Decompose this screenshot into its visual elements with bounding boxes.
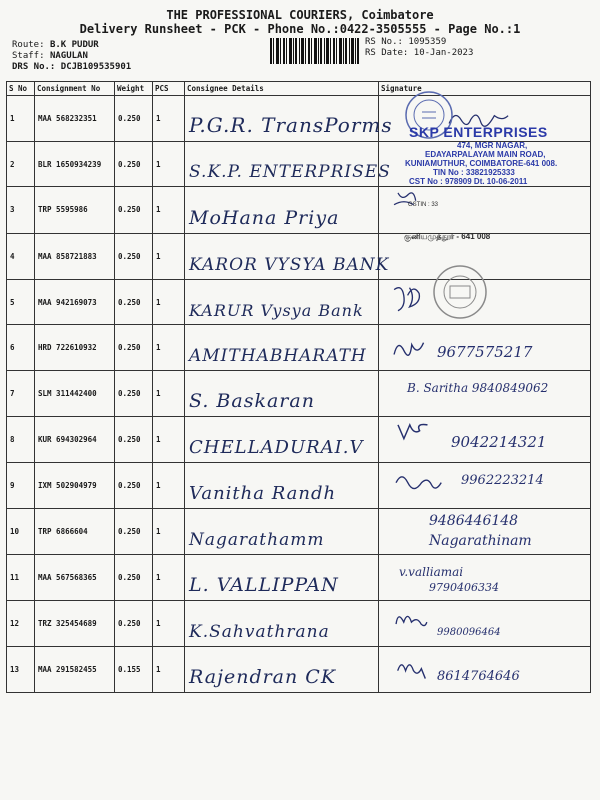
cell-consignee xyxy=(185,96,393,142)
cell-consignment: MAA 291582455 xyxy=(35,646,115,692)
table-row xyxy=(7,325,591,371)
stamp-address-line: 474, MGR NAGAR, xyxy=(457,141,528,150)
cell-sno: 2 xyxy=(7,142,35,187)
cell-sno: 7 xyxy=(7,371,35,416)
cell-consignment: MAA 567568365 xyxy=(35,555,115,601)
drs-value: DCJB109535901 xyxy=(60,62,132,72)
cell-consignee xyxy=(185,142,391,187)
cell-consignment: MAA 942169073 xyxy=(35,279,115,324)
cell-weight: 0.250 xyxy=(115,416,153,462)
barcode-image xyxy=(270,38,360,64)
route-label: Route: xyxy=(12,40,45,50)
cell-signature xyxy=(379,646,591,692)
col-consignment: Consignment No xyxy=(35,82,115,96)
signature-phone: B. Saritha 9840849062 xyxy=(407,381,549,396)
signature-scribble xyxy=(379,601,590,645)
cell-consignment: TRP 6866604 xyxy=(35,508,115,554)
table-header-row xyxy=(7,82,591,96)
cell-weight: 0.250 xyxy=(115,233,153,279)
col-pcs: PCS xyxy=(153,82,185,96)
cell-weight: 0.250 xyxy=(115,508,153,554)
cell-consignment: KUR 694302964 xyxy=(35,416,115,462)
rs-no-value: 1095359 xyxy=(408,37,447,47)
cell-pcs: 1 xyxy=(153,325,185,371)
cell-weight: 0.155 xyxy=(115,646,153,692)
cell-signature xyxy=(379,371,591,416)
cell-pcs: 1 xyxy=(153,601,185,646)
cell-pcs: 1 xyxy=(153,416,185,462)
drs-label: DRS No.: xyxy=(12,62,56,72)
cell-weight: 0.250 xyxy=(115,142,153,187)
consignee-handwriting: Vanitha Randh xyxy=(189,482,337,504)
col-details: Consignee Details xyxy=(185,82,379,96)
cell-consignee xyxy=(185,462,379,508)
consignee-handwriting: P.G.R. TransPorms xyxy=(189,113,393,138)
table-row xyxy=(7,508,591,554)
cell-sno: 8 xyxy=(7,416,35,462)
consignee-handwriting: AMITHABHARATH xyxy=(189,346,367,367)
cell-consignment: TRZ 325454689 xyxy=(35,601,115,646)
cell-pcs: 1 xyxy=(153,508,185,554)
signature-phone: 9677575217 xyxy=(437,343,533,362)
cell-pcs: 1 xyxy=(153,142,185,187)
cell-signature xyxy=(379,325,591,371)
cell-pcs: 1 xyxy=(153,279,185,324)
cell-consignee xyxy=(185,279,379,324)
drs-line xyxy=(12,62,131,72)
cell-weight: 0.250 xyxy=(115,187,153,233)
cell-consignment: TRP 5595986 xyxy=(35,187,115,233)
cell-sno: 11 xyxy=(7,555,35,601)
cell-weight: 0.250 xyxy=(115,279,153,324)
runsheet-title: Delivery Runsheet - PCK - Phone No.:0422-3505555 - Page No.:1 xyxy=(79,22,521,36)
signature-phone: 9790406334 xyxy=(429,581,499,595)
cell-consignee xyxy=(185,508,379,554)
consignee-handwriting: K.Sahvathrana xyxy=(189,621,330,642)
cell-pcs: 1 xyxy=(153,462,185,508)
cell-weight: 0.250 xyxy=(115,325,153,371)
consignee-handwriting: S. Baskaran xyxy=(189,389,315,412)
col-weight: Weight xyxy=(115,82,153,96)
cell-signature xyxy=(379,462,591,508)
rs-date-line xyxy=(365,48,473,58)
consignee-handwriting: MoHana Priya xyxy=(189,206,340,229)
stamp-tin: TIN No : 33821925333 xyxy=(433,168,515,177)
consignee-handwriting: KARUR Vysya Bank xyxy=(189,301,364,321)
signature-name: v.valliamai xyxy=(399,565,464,580)
cell-weight: 0.250 xyxy=(115,371,153,416)
cell-consignment: IXM 502904979 xyxy=(35,462,115,508)
table-row xyxy=(7,416,591,462)
signature-phone: 9042214321 xyxy=(451,432,547,451)
signature-phone: 9980096464 xyxy=(437,627,501,639)
table-row xyxy=(7,371,591,416)
round-seal-stamp xyxy=(432,264,488,320)
signature-name: Nagarathinam xyxy=(429,532,532,549)
route-value: B.K PUDUR xyxy=(49,40,99,50)
cell-sno: 10 xyxy=(7,508,35,554)
cell-sno: 4 xyxy=(7,233,35,279)
cell-consignee xyxy=(185,187,379,233)
cell-signature xyxy=(379,555,591,601)
cell-consignment: MAA 858721883 xyxy=(35,233,115,279)
cell-consignment: MAA 568232351 xyxy=(35,96,115,142)
cell-weight: 0.250 xyxy=(115,96,153,142)
consignee-handwriting: CHELLADURAI.V xyxy=(189,436,364,458)
cell-pcs: 1 xyxy=(153,187,185,233)
rs-no-label: RS No.: xyxy=(365,37,403,47)
cell-consignment: HRD 722610932 xyxy=(35,325,115,371)
cell-weight: 0.250 xyxy=(115,555,153,601)
cell-pcs: 1 xyxy=(153,233,185,279)
cell-pcs: 1 xyxy=(153,96,185,142)
signature-phone: 8614764646 xyxy=(437,668,520,684)
cell-consignee xyxy=(185,416,379,462)
rs-no-line xyxy=(365,37,446,47)
cell-pcs: 1 xyxy=(153,555,185,601)
col-sno: S No xyxy=(7,82,35,96)
cell-consignee xyxy=(185,601,379,646)
signature-phone: 9962223214 xyxy=(461,472,544,488)
cell-signature xyxy=(379,416,591,462)
table-row xyxy=(7,462,591,508)
table-row xyxy=(7,601,591,646)
stamp-address-line: EDAYARPALAYAM MAIN ROAD, xyxy=(425,150,546,159)
rs-date-value: 10-Jan-2023 xyxy=(413,48,474,58)
rs-date-label: RS Date: xyxy=(365,48,409,58)
table-row xyxy=(7,279,591,324)
stamp-address-line: KUNIAMUTHUR, COIMBATORE-641 008. xyxy=(405,159,558,168)
cell-pcs: 1 xyxy=(153,371,185,416)
company-address-stamp xyxy=(403,124,593,190)
consignee-handwriting: L. VALLIPPAN xyxy=(189,574,339,597)
company-title: THE PROFESSIONAL COURIERS, Coimbatore xyxy=(166,8,434,22)
cell-signature xyxy=(379,508,591,554)
staff-label: Staff: xyxy=(12,51,45,61)
consignee-handwriting: S.K.P. ENTERPRISES xyxy=(189,162,391,183)
staff-line xyxy=(12,51,88,61)
consignee-handwriting: KAROR VYSYA BANK xyxy=(189,254,390,275)
cell-consignment: BLR 1650934239 xyxy=(35,142,115,187)
table-row xyxy=(7,646,591,692)
consignee-handwriting: Nagarathamm xyxy=(189,530,325,551)
consignee-handwriting: Rajendran CK xyxy=(189,666,337,688)
cell-consignee xyxy=(185,371,379,416)
cell-consignee xyxy=(185,325,379,371)
cell-sno: 5 xyxy=(7,279,35,324)
cell-consignee xyxy=(185,233,390,279)
cell-consignee xyxy=(185,646,379,692)
gst-place: குனியமுத்தூர் - 641 008 xyxy=(404,232,491,241)
cell-signature xyxy=(379,601,591,646)
table-row xyxy=(7,555,591,601)
cell-weight: 0.250 xyxy=(115,601,153,646)
gst-line: GSTIN : 33 xyxy=(408,202,439,208)
route-line xyxy=(12,40,99,50)
stamp-cst: CST No : 978909 Dt. 10-06-2011 xyxy=(409,177,528,186)
cell-weight: 0.250 xyxy=(115,462,153,508)
cell-sno: 3 xyxy=(7,187,35,233)
cell-pcs: 1 xyxy=(153,646,185,692)
col-signature: Signature xyxy=(379,82,591,96)
cell-sno: 6 xyxy=(7,325,35,371)
cell-consignment: SLM 311442400 xyxy=(35,371,115,416)
stamp-company-name: SKP ENTERPRISES xyxy=(409,124,548,140)
staff-value: NAGULAN xyxy=(49,51,88,61)
cell-consignee xyxy=(185,555,379,601)
cell-sno: 9 xyxy=(7,462,35,508)
cell-sno: 1 xyxy=(7,96,35,142)
cell-sno: 13 xyxy=(7,646,35,692)
cell-sno: 12 xyxy=(7,601,35,646)
signature-phone: 9486446148 xyxy=(429,512,519,529)
gst-stamp xyxy=(400,194,550,244)
